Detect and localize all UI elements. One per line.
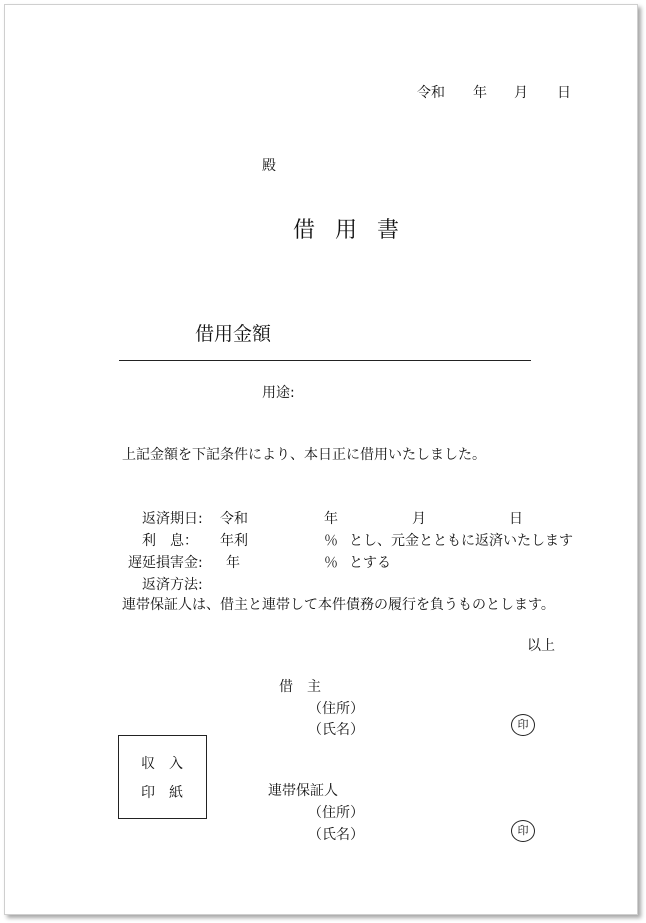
repayment-date-label: 返済期日: <box>142 511 203 527</box>
repayment-month: 月 <box>412 511 426 527</box>
late-damages-percent: ％ <box>324 555 338 571</box>
interest-kind: 年利 <box>220 533 248 549</box>
date-month: 月 <box>514 85 528 101</box>
purpose-label: 用途: <box>262 385 295 401</box>
guarantor-label: 連帯保証人 <box>268 783 338 799</box>
title-char-1: 借 <box>293 218 317 243</box>
late-damages-suffix: とする <box>349 555 391 571</box>
closing-ijou: 以上 <box>527 638 555 654</box>
repayment-method-label: 返済方法: <box>142 577 203 593</box>
date-era: 令和 <box>417 85 445 101</box>
guarantor-clause: 連帯保証人は、借主と連帯して本件債務の履行を負うものとします。 <box>122 597 555 613</box>
guarantor-name: （氏名） <box>308 827 364 843</box>
borrower-name: （氏名） <box>308 722 364 738</box>
title-char-2: 用 <box>335 218 359 243</box>
title-char-3: 書 <box>377 218 401 243</box>
interest-suffix: とし、元金とともに返済いたします <box>349 533 573 549</box>
loan-amount-label: 借用金額 <box>195 323 272 345</box>
late-damages-label: 遅延損害金: <box>128 555 203 571</box>
date-year: 年 <box>473 85 487 101</box>
repayment-day: 日 <box>509 511 523 527</box>
repayment-era: 令和 <box>220 511 248 527</box>
revenue-stamp-line2: 印 紙 <box>141 785 183 801</box>
interest-percent: ％ <box>324 533 338 549</box>
borrower-seal: 印 <box>511 714 535 736</box>
borrower-address: （住所） <box>308 701 364 717</box>
borrower-label: 借 主 <box>279 679 321 695</box>
guarantor-address: （住所） <box>308 805 364 821</box>
repayment-year: 年 <box>324 511 338 527</box>
loan-statement: 上記金額を下記条件により、本日正に借用いたしました。 <box>122 447 486 463</box>
addressee-suffix: 殿 <box>262 158 276 174</box>
amount-underline <box>119 360 531 361</box>
late-damages-kind: 年 <box>226 555 240 571</box>
date-day: 日 <box>557 85 571 101</box>
document-page <box>4 4 638 915</box>
interest-label: 利 息： <box>142 533 198 549</box>
revenue-stamp-box <box>118 735 207 819</box>
guarantor-seal: 印 <box>511 820 535 842</box>
revenue-stamp-line1: 収 入 <box>141 756 183 772</box>
